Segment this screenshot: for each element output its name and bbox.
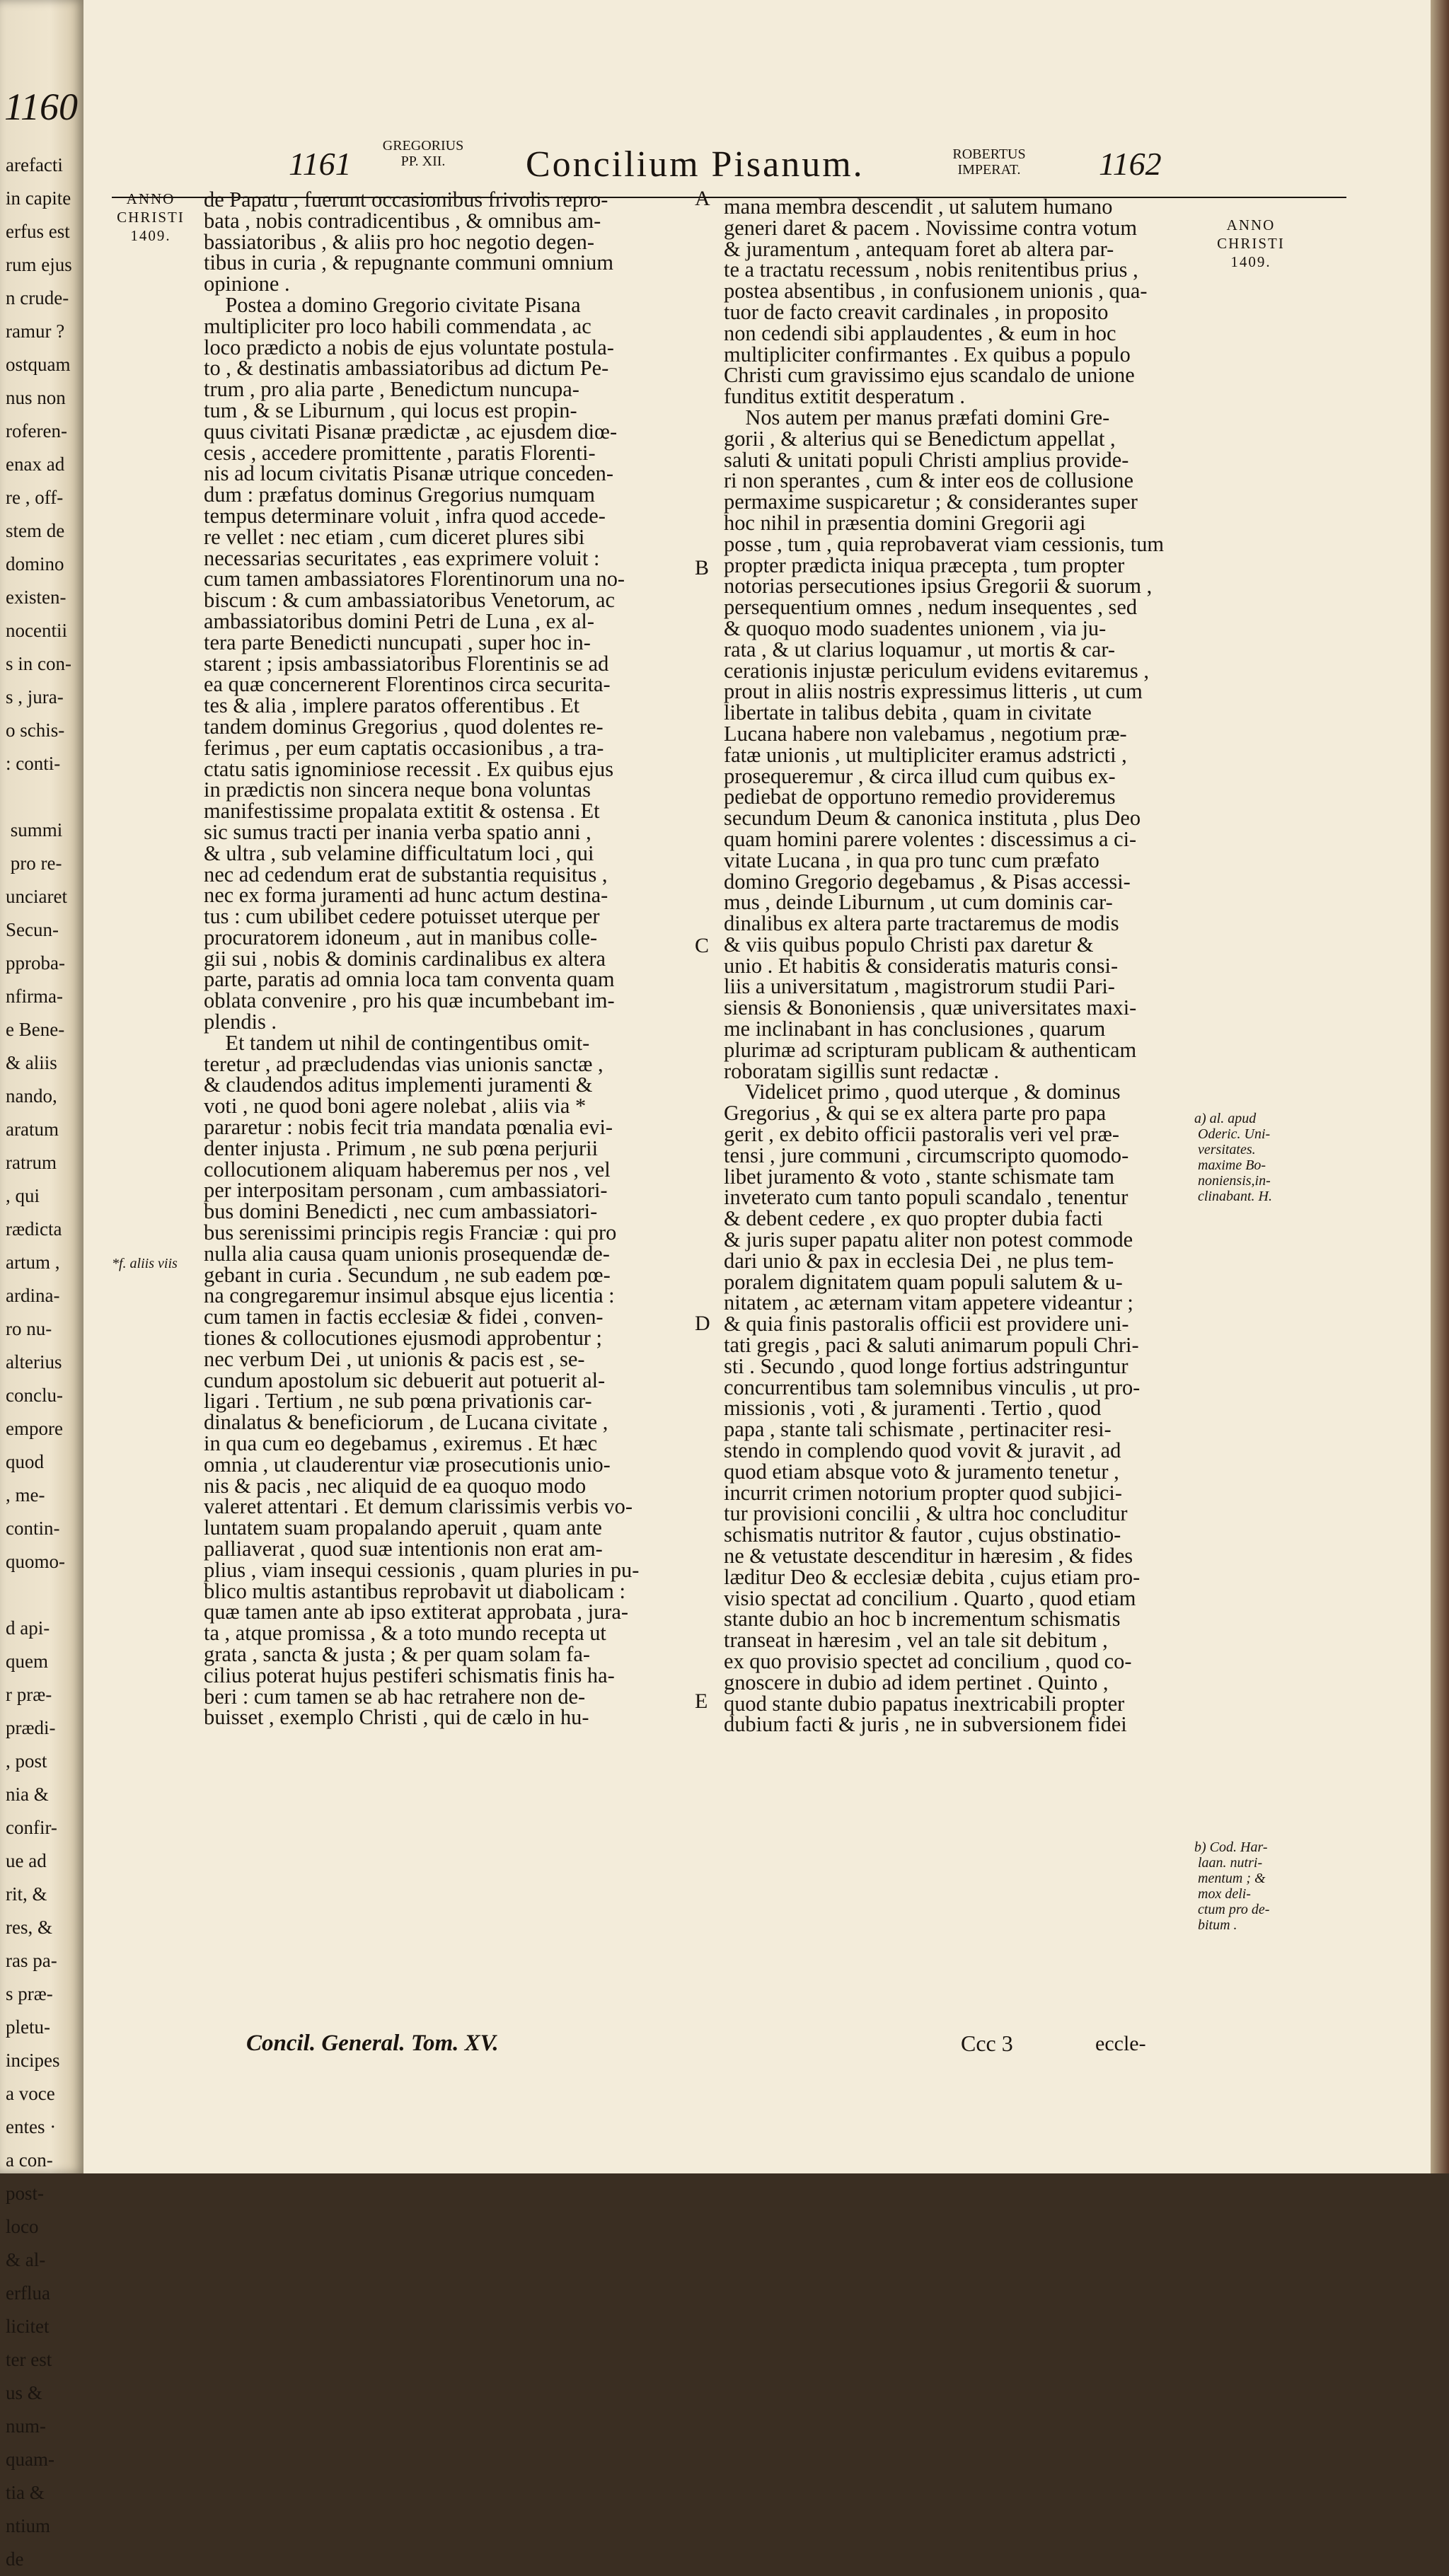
footer-collection-title: Concil. General. Tom. XV. [246,2031,499,2056]
previous-page-number: 1160 [4,86,78,128]
margin-letter-e: E [695,1690,708,1713]
anno-christi-right: ANNO CHRISTI 1409. [1217,216,1285,270]
anno-christi-left: ANNO CHRISTI 1409. [117,190,185,244]
previous-page-edge [0,0,83,2570]
margin-letter-c: C [695,934,710,957]
marginal-note-left: *f. aliis viis [112,1256,178,1271]
right-text-column: mana membra descendit , ut salutem humano generi daret & pacem . Novissime contra votum & juramentum , antequam foret ab altera par- te a tractatu recessum , nobis renitentibus prius , postea absentibus , in confusionem unionis , qua- tuor de facto creavit cardinales , in proposito non cedendi sibi applaudentes , & eum in hoc multipliciter confirmantes . Ex quibus a populo Christi cum gravissimo ejus scandalo de unione funditus extitit desperatum . Nos autem per manus præfati domini Gre- gorii , & alterius qui se Benedictum appellat , saluti & unitati populi Christi amplius provide- ri non sperantes , cum & inter eos de collusione permaxime suspicaretur ; & considerantes super hoc nihil in præsentia domini Gregorii agi posse , tum , quia reprobaverat viam cessionis, tum propter prædicta iniqua præcepta , tum propter notorias persecutiones ipsius Gregorii & suorum , persequentium omnes , nedum insequentes , sed & quoquo modo suadentes unionem , via ju- rata , & ut clarius loquamur , ut mortis & car- cerationis injustæ periculum evidens evitaremus , prout in aliis nostris expressimus litteris , ut cum libertate in talibus debita , quam in civitate Lucana habere non valebamus , negotium præ- fatæ unionis , ut multipliciter eramus adstricti , prosequeremur , & circa illud cum quibus ex- pediebat de opportuno remedio provideremus secundum Deum & canonica instituta , plus Deo quam homini parere volentes : discessimus a ci- vitate Lucana , in qua pro tunc cum præfato domino Gregorio degebamus , & Pisas accessi- mus , deinde Liburnum , ut cum dominis car- dinalibus ex altera parte tractaremus de modis & viis quibus populo Christi pax daretur & unio . Et habitis & consideratis maturis consi- liis a universitatum , magistrorum studii Pari- siensis & Bononiensis , quæ universitates maxi- me inclinabant in has conclusiones , quarum plurimæ ad scripturam publicam & authenticam roboratam sigillis sunt redactæ . Videlicet primo , quod uterque , & dominus Gregorius , & qui se ex altera parte pro papa gerit , ex debito officii pastoralis veri vel præ- tensi , jure communi , circumscripto quomodo- libet juramento & voto , stante schismate tam inveterato cum tanto populi scandalo , tenentur & debent cedere , ex quo propter dubia facti & juris super papatu aliter non potest commode dari unio & pax in ecclesia Dei , ne plus tem- poralem dignitatem quam populi salutem & u- nitatem , ac æternam vitam appetere videantur ; & quia finis pastoralis officii est providere uni- tati gregis , paci & saluti animarum populi Chri- sti . Secundo , quod longe fortius adstringuntur concurrentibus tam solemnibus vinculis , ut pro- missionis , voti , & juramenti . Tertio , quod papa , stante tali schismate , pertinaciter resi- stendo in complendo quod vovit & juravit , ad quod etiam absque voto & juramento tenetur , incurrit crimen notorium propter quod subjici- tur provisioni concilii , & ultra hoc concluditur schismatis nutritor & fautor , cujus obstinatio- ne & vetustate descenditur in hæresim , & fides læditur Deo & ecclesiæ debita , cujus etiam pro- visio spectat ad concilium . Quarto , quod etiam stante dubio an hoc b incrementum schismatis transeat in hæresim , vel an tale sit debitum , ex quo provisio spectet ad concilium , quod co- gnoscere in dubio ad idem pertinet . Quinto , quod stante dubio papatus inextricabili propter dubium facti & juris , ne in subversionem fidei [724,195,1165,1737]
page-title: Concilium Pisanum. [526,144,865,185]
running-header [83,138,1449,187]
right-page-number: 1162 [1099,146,1162,182]
marginal-note-b: b) Cod. Har- laan. nutri- mentum ; & mox deli- ctum pro de- bitum . [1194,1839,1270,1933]
margin-letter-a: A [695,187,710,210]
footer-catchword: eccle- [1095,2032,1146,2055]
margin-letter-d: D [695,1312,710,1335]
page-binding-edge [1431,0,1449,2173]
left-text-column: de Papatu , fuerunt occasionibus frivolis repro- bata , nobis contradicentibus , & omnibus am- bassiatoribus , & aliis pro hoc negotio degen- tibus in curia , & repugnante communi omnium opinione . Postea a domino Gregorio civitate Pisana multipliciter pro loco habili commendata , ac loco prædicto a nobis de ejus voluntate postula- to , & destinatis ambassiatoribus ad dictum Pe- trum , pro alia parte , Benedictum nuncupa- tum , & se Liburnum , qui locus est propin- quus civitati Pisanæ prædictæ , ac ejusdem diœ- cesis , accedere promittente , paratis Florenti- nis ad locum civitatis Pisanæ utrique conceden- dum : præfatus dominus Gregorius numquam tempus determinare voluit , infra quod accede- re vellet : nec etiam , cum diceret plures sibi necessarias securitates , eas exprimere voluit : cum tamen ambassiatores Florentinorum una no- biscum : & cum ambassiatoribus Venetorum, ac ambassiatoribus domini Petri de Luna , ex al- tera parte Benedicti nuncupati , super hoc in- starent ; ipsis ambassiatoribus Florentinis se ad ea quæ concernerent Florentinos circa securita- tes & alia , implere paratos offerentibus . Et tandem dominus Gregorius , quod dolentes re- ferimus , per eum captatis occasionibus , a tra- ctatu satis ignominiose recessit . Ex quibus ejus in prædictis non sincera neque bona voluntas manifestissime propalata extitit & ostensa . Et sic sumus tracti per inania verba spatio anni , & ultra , sub velamine difficultatum loci , qui nec ad cedendum erat de substantia requisitus , nec ex forma juramenti ad hunc actum destina- tus : cum ubilibet cedere potuisset uterque per procuratorem idoneum , aut in manibus colle- gii sui , nobis & dominis cardinalibus ex altera parte, paratis ad omnia loca tam conventa quam oblata convenire , pro his quæ incumbebant im- plendis . Et tandem ut nihil de contingentibus omit- teretur , ad præcludendas vias unionis sanctæ , & claudendos aditus implementi juramenti & voti , ne quod boni agere nolebat , aliis via * pararetur : nobis fecit tria mandata pœnalia evi- denter injusta . Primum , ne sub pœna perjurii collocutionem aliquam haberemus per nos , vel per interpositam personam , cum ambassiatori- bus domini Benedicti , nec cum ambassiatori- bus serenissimi principis regis Franciæ : qui pro nulla alia causa quam unionis prosequendæ de- gebant in curia . Secundum , ne sub eadem pœ- na congregaremur insimul absque ejus licentia : cum tamen in factis ecclesiæ & fidei , conven- tiones & collocutiones ejusmodi approbentur ; nec verbum Dei , ut unionis & pacis est , se- cundum apostolum sic debuerit aut potuerit al- ligari . Tertium , ne sub pœna privationis car- dinalatus & beneficiorum , de Lucana civitate , in qua cum eo degebamus , exiremus . Et hæc omnia , ut clauderentur viæ prosecutionis unio- nis & pacis , nec aliquid de ea quoquo modo valeret attentari . Et demum clarissimis verbis vo- luntatem suam propalando aperuit , quam ante palliaverat , quod suæ intentionis non erat am- plius , viam insequi cessionis , quam pluries in pu- blico multis astantibus reprobavit ut diabolicam : quæ tamen ante ab ipso extiterat approbata , jura- ta , atque promissa , & a toto mundo recepta ut grata , sancta & justa ; & per quam solam fa- cilius poterat hujus pestiferi schismatis finis ha- beri : cum tamen se ab hac retrahere non de- buisset , exemplo Christi , qui de cælo in hu- [204,187,640,1730]
footer-signature-mark: Ccc 3 [961,2031,1013,2056]
page-leaf [83,0,1449,2173]
margin-letter-b: B [695,556,710,579]
header-robertus: ROBERTUS IMPERAT. [952,146,1026,178]
header-gregorius: GREGORIUS PP. XII. [382,138,464,169]
previous-page-text-fragments: arefacti in capite erfus est rum ejus n crude- ramur ? ostquam nus non roferen- enax ad re , off- stem de domino existen- nocentii s in con- s , jura- o schis- : conti- summi pro re- unciaret Secun- pproba- nfirma- e Bene- & aliis nando, aratum ratrum , qui rædicta artum , ardina- ro nu- alterius conclu- empore quod , me- contin- quomo- d api- quem r præ- prædi- , post nia & confir- ue ad rit, & res, & ras pa- s præ- pletu- incipes a voce entes · a con- post- loco & al- erflua licitet ter est us & num- quam- tia & ntium de [6,154,72,2570]
marginal-note-a: a) al. apud Oderic. Uni- versitates. maxime Bo- noniensis,in- clinabant. H. [1194,1111,1272,1204]
left-page-number: 1161 [289,146,352,182]
